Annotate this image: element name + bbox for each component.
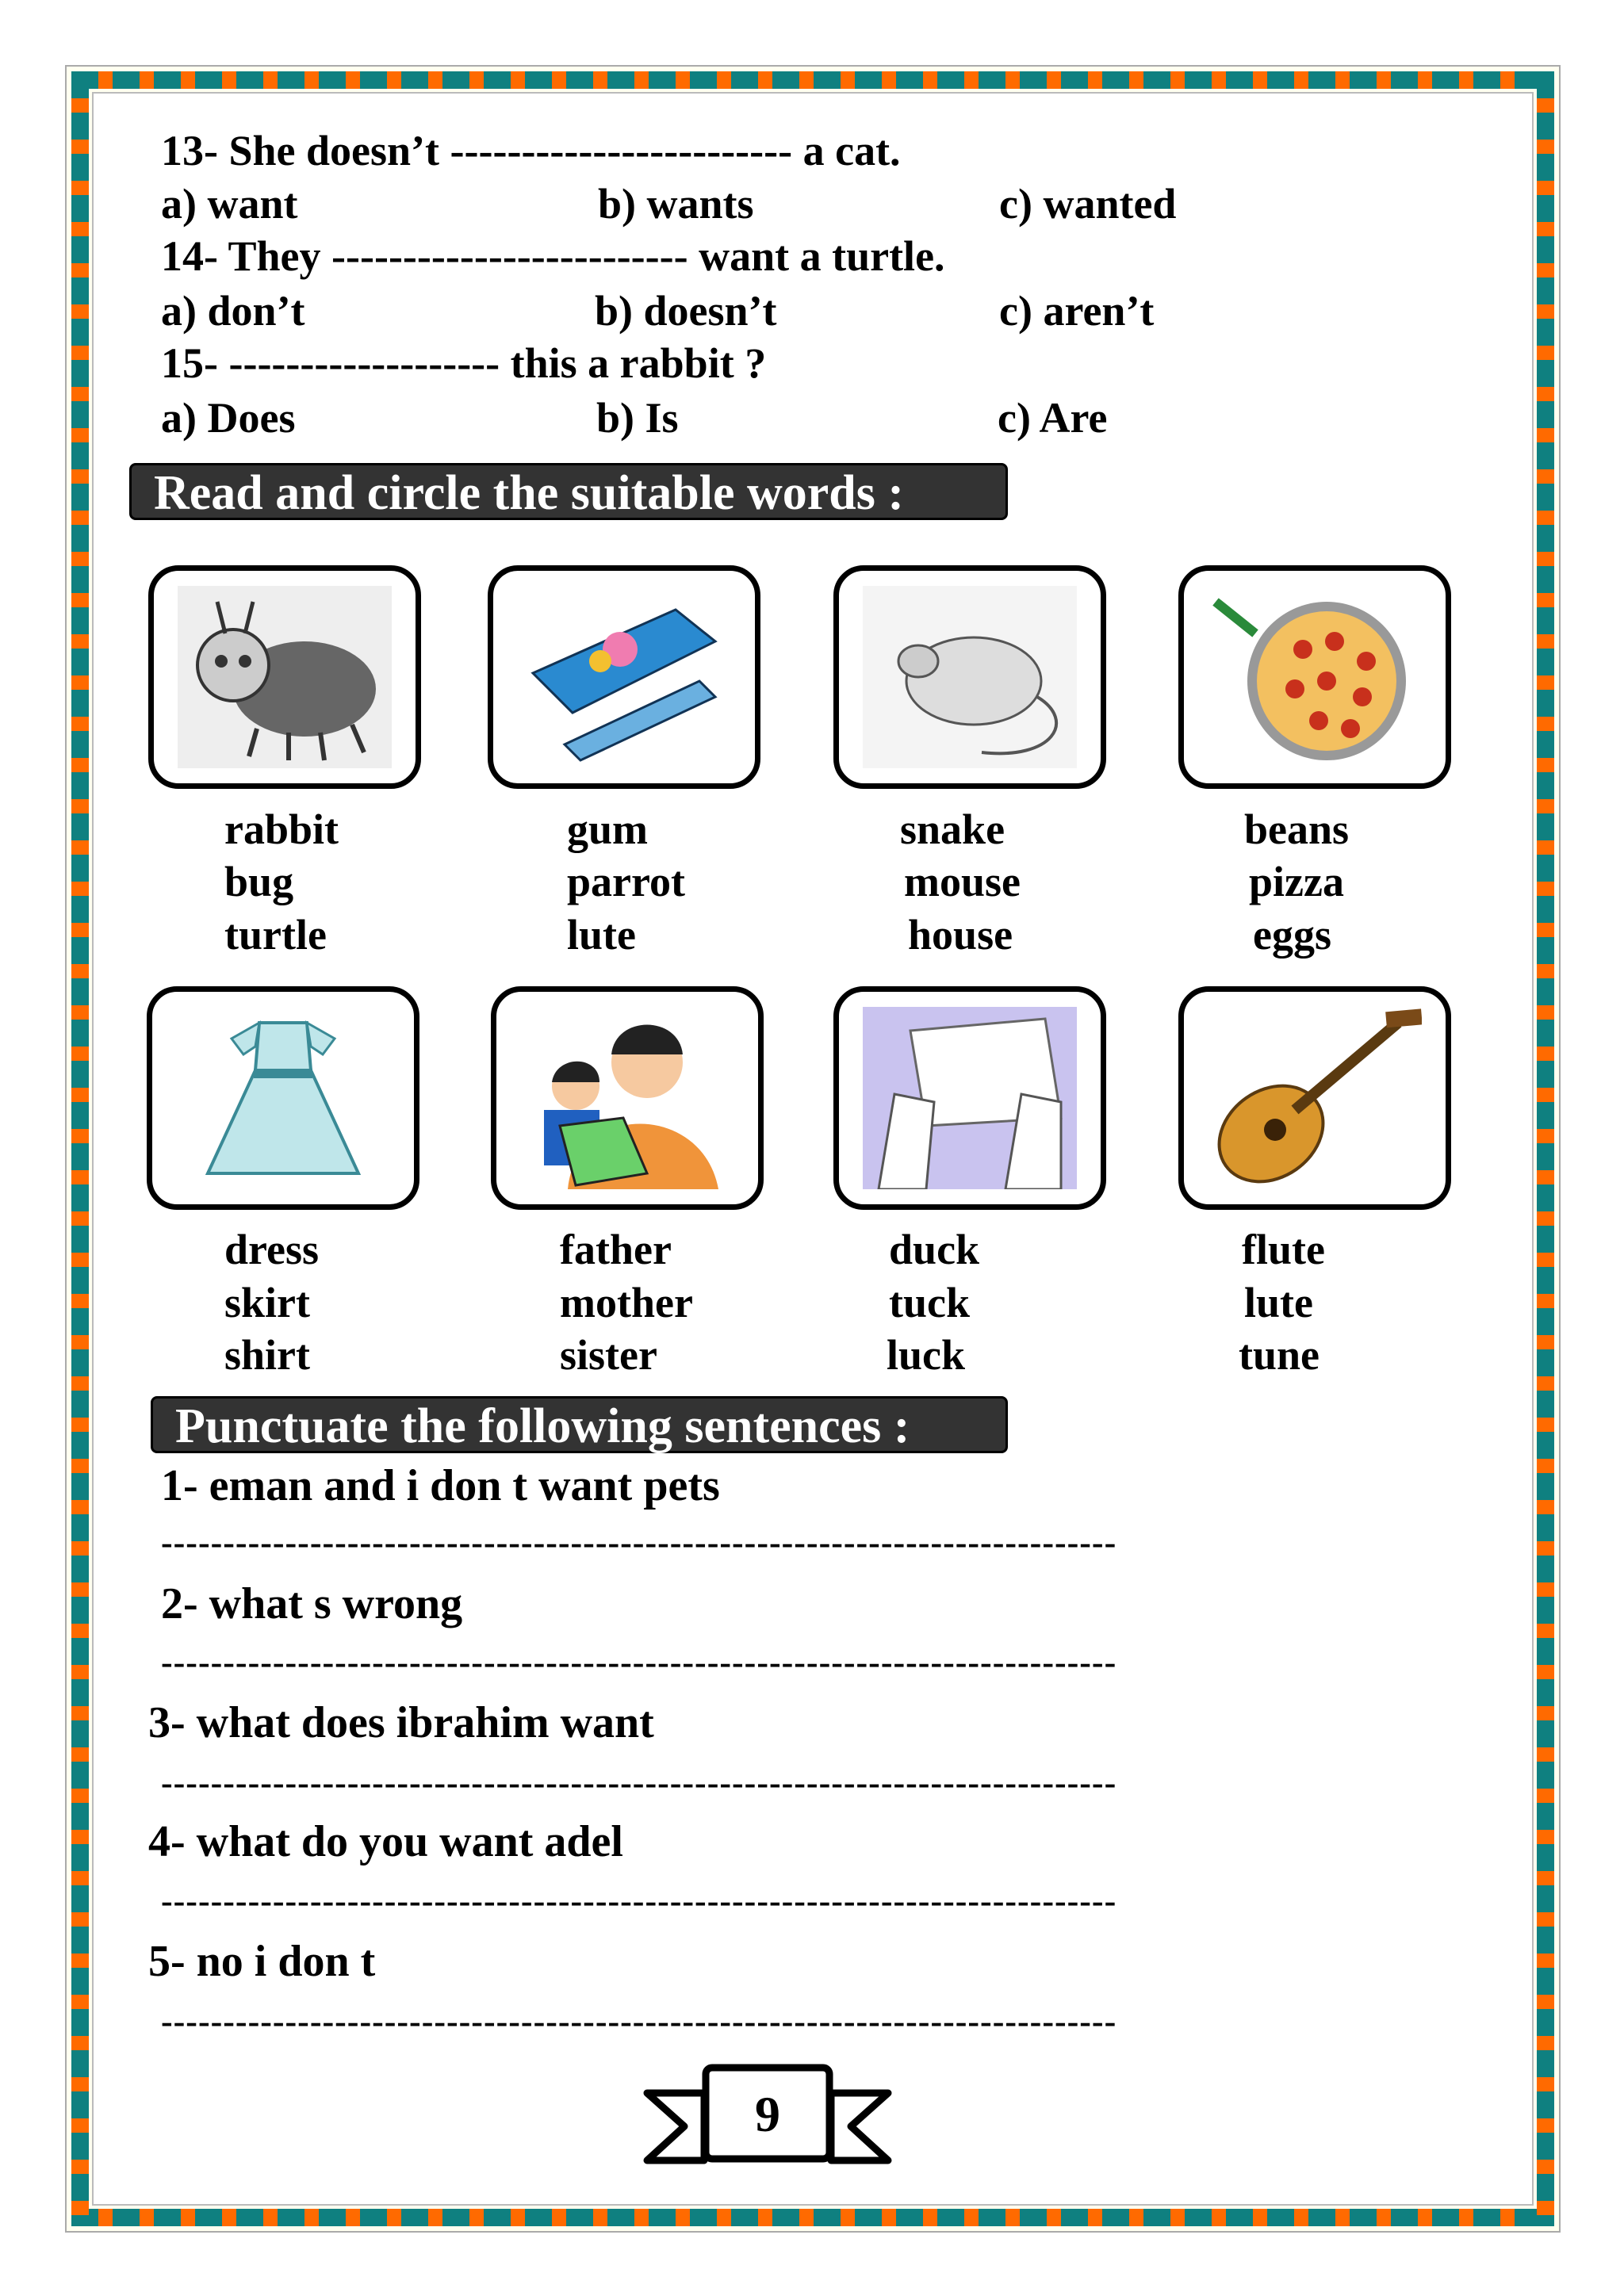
- option-b: b) Is: [596, 394, 679, 442]
- answer-line-4[interactable]: -----------------------------------------------------------------------------: [161, 1881, 1117, 1920]
- border-right: [1537, 71, 1554, 2226]
- dress-picture: [147, 986, 419, 1210]
- option-b: b) doesn’t: [595, 287, 777, 335]
- word-option[interactable]: eggs: [1253, 911, 1331, 959]
- word-option[interactable]: lute: [1244, 1279, 1313, 1326]
- word-option[interactable]: beans: [1244, 806, 1350, 853]
- word-option[interactable]: tuck: [889, 1279, 971, 1326]
- word-option[interactable]: bug: [224, 858, 294, 905]
- word-option[interactable]: skirt: [224, 1279, 310, 1326]
- word-option[interactable]: parrot: [567, 858, 685, 905]
- option-b: b) wants: [598, 180, 754, 228]
- question-15: 15- ------------------- this a rabbit ?: [161, 339, 767, 387]
- sentence-1: 1- eman and i don t want pets: [161, 1461, 720, 1510]
- word-option[interactable]: duck: [889, 1226, 980, 1273]
- word-option[interactable]: dress: [224, 1226, 320, 1273]
- pizza-picture: [1178, 565, 1451, 789]
- answer-line-1[interactable]: -----------------------------------------------------------------------------: [161, 1523, 1117, 1562]
- tuck-picture: [833, 986, 1106, 1210]
- word-option[interactable]: lute: [567, 911, 636, 959]
- word-option[interactable]: turtle: [224, 911, 327, 959]
- option-c: c) Are: [998, 394, 1108, 442]
- word-option[interactable]: flute: [1242, 1226, 1325, 1273]
- word-option[interactable]: mouse: [904, 858, 1021, 905]
- option-a: a) don’t: [161, 287, 305, 335]
- sentence-3: 3- what does ibrahim want: [148, 1698, 654, 1747]
- word-option[interactable]: snake: [900, 806, 1005, 853]
- answer-line-2[interactable]: -----------------------------------------------------------------------------: [161, 1643, 1117, 1682]
- word-option[interactable]: rabbit: [224, 806, 339, 853]
- question-14: 14- They ------------------------- want a turtle.: [161, 232, 945, 280]
- word-option[interactable]: sister: [560, 1331, 657, 1379]
- option-a: a) Does: [161, 394, 296, 442]
- lute-picture: [1178, 986, 1451, 1210]
- section-heading-punctuate: Punctuate the following sentences :: [151, 1396, 1008, 1453]
- word-option[interactable]: gum: [567, 806, 649, 853]
- option-c: c) wanted: [999, 180, 1177, 228]
- border-bottom: [71, 2209, 1554, 2226]
- border-left: [71, 71, 89, 2226]
- option-a: a) want: [161, 180, 298, 228]
- option-c: c) aren’t: [999, 287, 1155, 335]
- word-option[interactable]: mother: [560, 1279, 693, 1326]
- bug-picture: [148, 565, 421, 789]
- sentence-4: 4- what do you want adel: [148, 1817, 623, 1866]
- answer-line-5[interactable]: -----------------------------------------------------------------------------: [161, 2002, 1117, 2041]
- word-option[interactable]: house: [908, 911, 1013, 959]
- word-option[interactable]: pizza: [1249, 858, 1344, 905]
- father-picture: [491, 986, 764, 1210]
- border-top: [71, 71, 1554, 89]
- sentence-5: 5- no i don t: [148, 1937, 376, 1986]
- word-option[interactable]: shirt: [224, 1331, 310, 1379]
- section-heading-circle: Read and circle the suitable words :: [129, 463, 1008, 520]
- gum-picture: [488, 565, 760, 789]
- word-option[interactable]: tune: [1239, 1331, 1320, 1379]
- question-13: 13- She doesn’t ------------------------ a cat.: [161, 127, 901, 174]
- answer-line-3[interactable]: -----------------------------------------------------------------------------: [161, 1763, 1117, 1802]
- page-number: 9: [755, 2086, 780, 2142]
- mouse-picture: [833, 565, 1106, 789]
- word-option[interactable]: luck: [887, 1331, 966, 1379]
- word-option[interactable]: father: [560, 1226, 672, 1273]
- sentence-2: 2- what s wrong: [161, 1579, 463, 1628]
